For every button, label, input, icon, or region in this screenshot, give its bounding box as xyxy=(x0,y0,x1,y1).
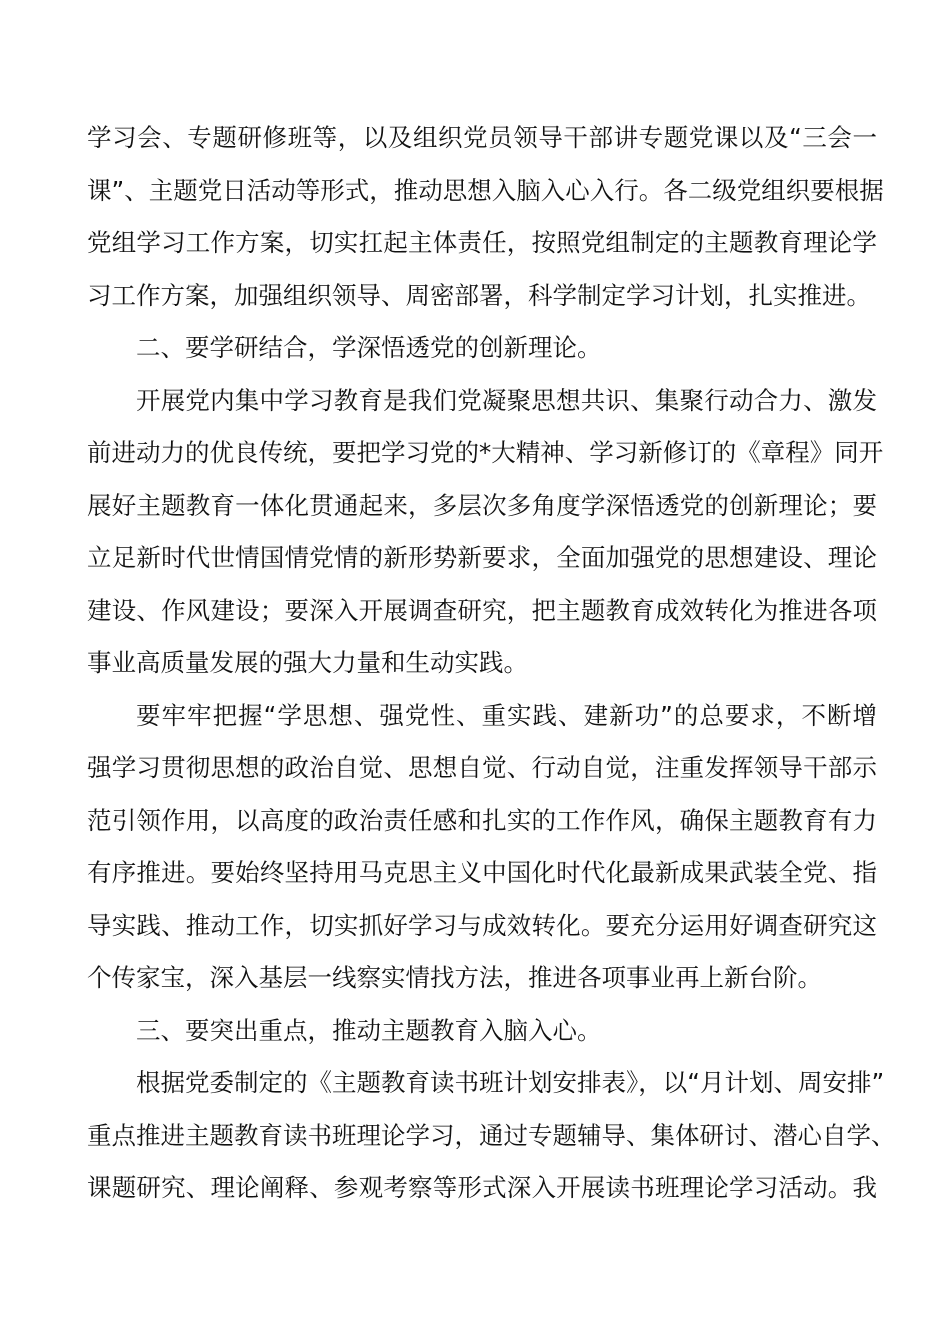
text-line: 习工作方案，加强组织领导、周密部署，科学制定学习计划，扎实推进。 xyxy=(87,280,871,310)
text-line: 个传家宝，深入基层一线察实情找方法，推进各项事业再上新台阶。 xyxy=(87,963,822,992)
text-line: 开展党内集中学习教育是我们党凝聚思想共识、集聚行动合力、激发 xyxy=(136,385,877,415)
text-line: 课题研究、理论阐释、参观考察等形式深入开展读书班理论学习活动。我 xyxy=(87,1173,877,1202)
text-line: 学习会、专题研修班等，以及组织党员领导干部讲专题党课以及“三会一 xyxy=(87,123,877,152)
text-line: 前进动力的优良传统，要把学习党的*大精神、学习新修订的《章程》同开 xyxy=(87,438,884,467)
document-body xyxy=(87,112,896,1215)
text-line: 展好主题教育一体化贯通起来，多层次多角度学深悟透党的创新理论；要 xyxy=(87,490,877,520)
section-heading-3: 三、要突出重点，推动主题教育入脑入心。 xyxy=(136,1015,602,1045)
text-line: 课”、主题党日活动等形式，推动思想入脑入心入行。各二级党组织要根据 xyxy=(87,175,884,205)
text-line: 强学习贯彻思想的政治自觉、思想自觉、行动自觉，注重发挥领导干部示 xyxy=(87,753,877,782)
text-line: 范引领作用，以高度的政治责任感和扎实的工作作风，确保主题教育有力 xyxy=(87,805,877,835)
text-line: 要牢牢把握“学思想、强党性、重实践、建新功”的总要求，不断增 xyxy=(136,700,877,730)
text-line: 导实践、推动工作，切实抓好学习与成效转化。要充分运用好调查研究这 xyxy=(87,910,877,940)
text-line: 建设、作风建设；要深入开展调查研究，把主题教育成效转化为推进各项 xyxy=(87,595,877,625)
section-heading-2: 二、要学研结合，学深悟透党的创新理论。 xyxy=(136,333,602,362)
text-line: 根据党委制定的《主题教育读书班计划安排表》，以“月计划、周安排” xyxy=(136,1068,885,1097)
text-line: 事业高质量发展的强大力量和生动实践。 xyxy=(87,648,528,677)
text-line: 立足新时代世情国情党情的新形势新要求，全面加强党的思想建设、理论 xyxy=(87,543,877,572)
text-line: 重点推进主题教育读书班理论学习，通过专题辅导、集体研讨、潜心自学、 xyxy=(87,1120,896,1150)
text-line: 有序推进。要始终坚持用马克思主义中国化时代化最新成果武装全党、指 xyxy=(87,858,877,887)
text-line: 党组学习工作方案，切实扛起主体责任，按照党组制定的主题教育理论学 xyxy=(87,228,877,257)
